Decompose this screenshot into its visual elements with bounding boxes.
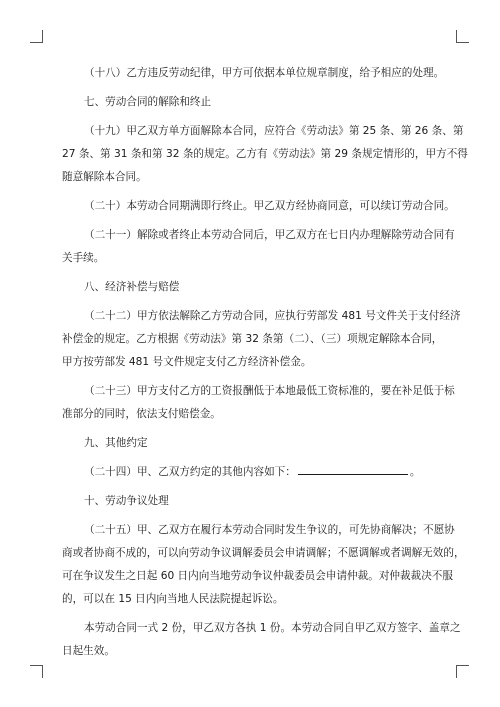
clause-25-line-4: 的，可以在 15 日内向当地人民法院提起诉讼。 xyxy=(62,593,284,605)
final-clause-line-1: 本劳动合同一式 2 份，甲乙双方各执 1 份。本劳动合同自甲乙双方签字、盖章之 xyxy=(84,622,461,634)
clause-21-line-2: 关手续。 xyxy=(62,252,105,264)
clause-21-line-1: （二十一）解除或者终止本劳动合同后，甲乙双方在七日内办理解除劳动合同有 xyxy=(84,229,455,241)
clause-25-line-2: 商或者协商不成的，可以向劳动争议调解委员会申请调解；不愿调解或者调解无效的， xyxy=(62,547,465,559)
clause-23-line-1: （二十三）甲方支付乙方的工资报酬低于本地最低工资标准的，要在补足低于标 xyxy=(84,385,455,397)
clause-22-line-3: 甲方按劳部发 481 号文件规定支付乙方经济补偿金。 xyxy=(62,356,312,368)
fill-in-blank xyxy=(298,462,408,475)
clause-25-line-1: （二十五）甲、乙双方在履行本劳动合同时发生争议的，可先协商解决；不愿协 xyxy=(84,524,455,536)
clause-24 xyxy=(62,461,440,484)
clause-24-text: （二十四）甲、乙双方约定的其他内容如下： xyxy=(84,466,296,478)
clause-22-line-2: 补偿金的规定。乙方根据《劳动法》第 32 条第（二）、（三）项规定解除本合同， xyxy=(62,333,443,345)
crop-mark-bottom-right xyxy=(456,665,469,678)
section-7-heading: 七、劳动合同的解除和终止 xyxy=(84,96,212,108)
section-9-heading: 九、其他约定 xyxy=(84,437,148,449)
clause-25-line-3: 可在争议发生之日起 60 日内向当地劳动争议仲裁委员会申请仲裁。对仲裁裁决不服 xyxy=(62,570,453,582)
clause-19-line-2: 27 条、第 31 条和第 32 条的规定。乙方有《劳动法》第 29 条规定情形的，甲方不得 xyxy=(62,148,468,160)
clause-22-line-1: （二十二）甲方依法解除乙方劳动合同，应执行劳部发 481 号文件关于支付经济 xyxy=(84,310,461,322)
crop-mark-bottom-left xyxy=(30,665,43,678)
document-body xyxy=(62,62,468,663)
clause-19-line-1: （十九）甲乙双方单方面解除本合同，应符合《劳动法》第 25 条、第 26 条、第 xyxy=(84,125,464,137)
crop-mark-top-left xyxy=(30,30,43,43)
crop-mark-top-right xyxy=(456,30,469,43)
clause-18: （十八）乙方违反劳动纪律，甲方可依据本单位规章制度，给予相应的处理。 xyxy=(84,67,445,79)
clause-19-line-3: 随意解除本合同。 xyxy=(62,171,147,183)
section-10-heading: 十、劳动争议处理 xyxy=(84,495,169,507)
clause-24-end: 。 xyxy=(409,466,421,478)
section-8-heading: 八、经济补偿与赔偿 xyxy=(84,281,180,293)
final-clause-line-2: 日起生效。 xyxy=(62,645,115,657)
clause-20: （二十）本劳动合同期满即行终止。甲乙双方经协商同意，可以续订劳动合同。 xyxy=(84,200,455,212)
clause-23-line-2: 准部分的同时，依法支付赔偿金。 xyxy=(62,408,221,420)
